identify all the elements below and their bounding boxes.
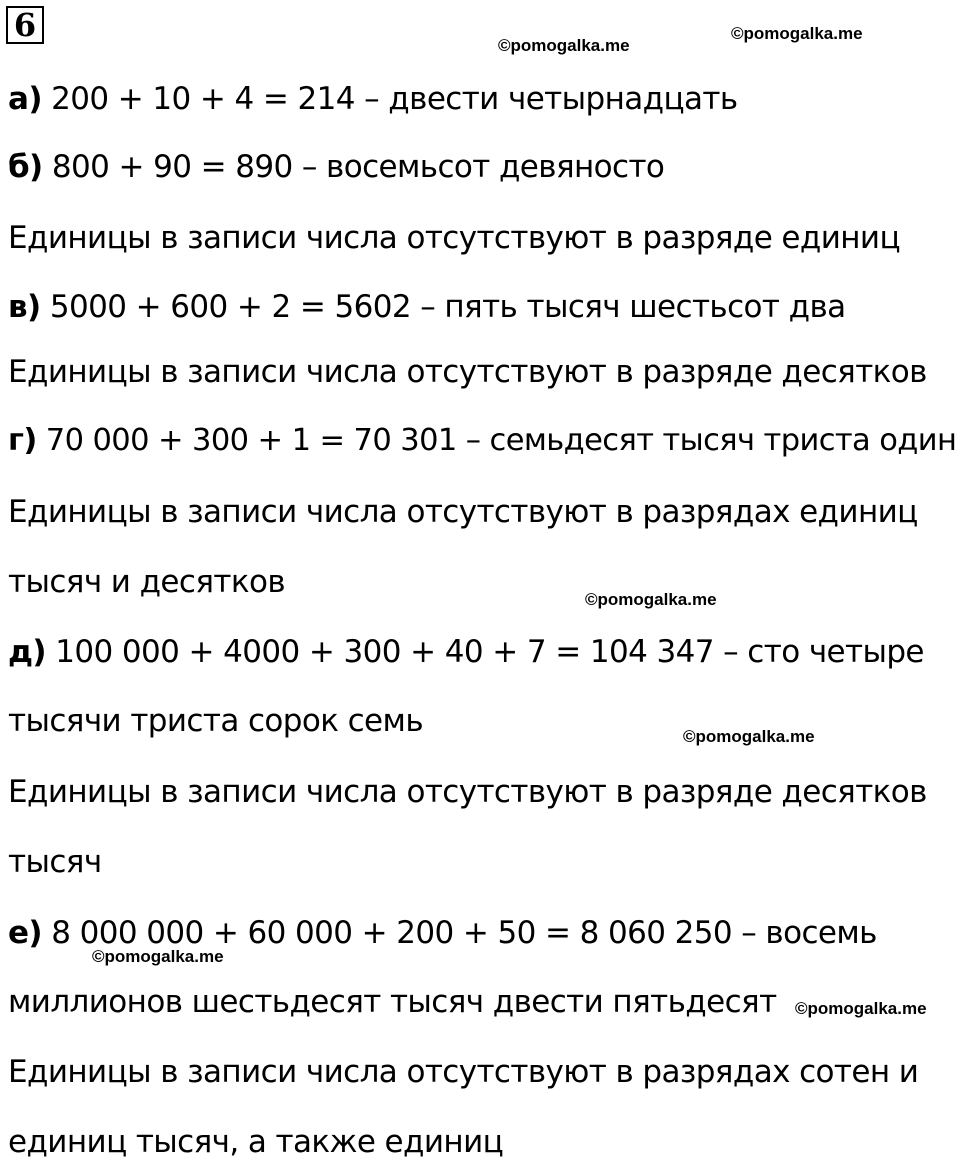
watermark: ©pomogalka.me <box>498 36 630 55</box>
note-line: Единицы в записи числа отсутствуют в разрядах единиц <box>8 494 918 530</box>
watermark: ©pomogalka.me <box>795 999 927 1018</box>
item-label: в) <box>8 289 41 325</box>
note-line: Единицы в записи числа отсутствуют в разряде десятков <box>8 354 927 390</box>
item-label: г) <box>8 423 37 458</box>
item-text: 100 000 + 4000 + 300 + 40 + 7 = 104 347 – сто четыре <box>46 634 924 670</box>
note-line: тысяч <box>8 844 102 880</box>
note-line: единиц тысяч, а также единиц <box>8 1124 504 1160</box>
item-label: а) <box>8 81 42 117</box>
item-d <box>8 632 924 672</box>
item-b <box>8 147 664 187</box>
item-label: б) <box>8 149 43 185</box>
item-text: 5000 + 600 + 2 = 5602 – пять тысяч шестьсот два <box>40 289 846 325</box>
watermark: ©pomogalka.me <box>731 24 863 43</box>
item-text: 70 000 + 300 + 1 = 70 301 – семьдесят тысяч триста один <box>36 423 957 458</box>
item-text: 800 + 90 = 890 – восемьсот девяносто <box>42 149 665 185</box>
note-line: тысяч и десятков <box>8 564 286 600</box>
item-label: д) <box>8 634 47 670</box>
item-a <box>8 79 738 119</box>
continuation-line: миллионов шестьдесят тысяч двести пятьдесят <box>8 984 777 1020</box>
note-line: Единицы в записи числа отсутствуют в разряде десятков <box>8 774 927 810</box>
item-g <box>8 421 956 461</box>
note-line: Единицы в записи числа отсутствуют в разряде единиц <box>8 220 900 256</box>
task-number-box: 6 <box>6 6 44 44</box>
item-v <box>8 287 846 327</box>
watermark: ©pomogalka.me <box>92 947 224 966</box>
item-text: 200 + 10 + 4 = 214 – двести четырнадцать <box>41 81 738 117</box>
item-text: 8 000 000 + 60 000 + 200 + 50 = 8 060 250 – восемь <box>42 915 877 951</box>
continuation-line: тысячи триста сорок семь <box>8 703 423 739</box>
watermark: ©pomogalka.me <box>683 727 815 746</box>
item-label: е) <box>8 915 42 951</box>
watermark: ©pomogalka.me <box>585 590 717 609</box>
note-line: Единицы в записи числа отсутствуют в разрядах сотен и <box>8 1054 919 1090</box>
